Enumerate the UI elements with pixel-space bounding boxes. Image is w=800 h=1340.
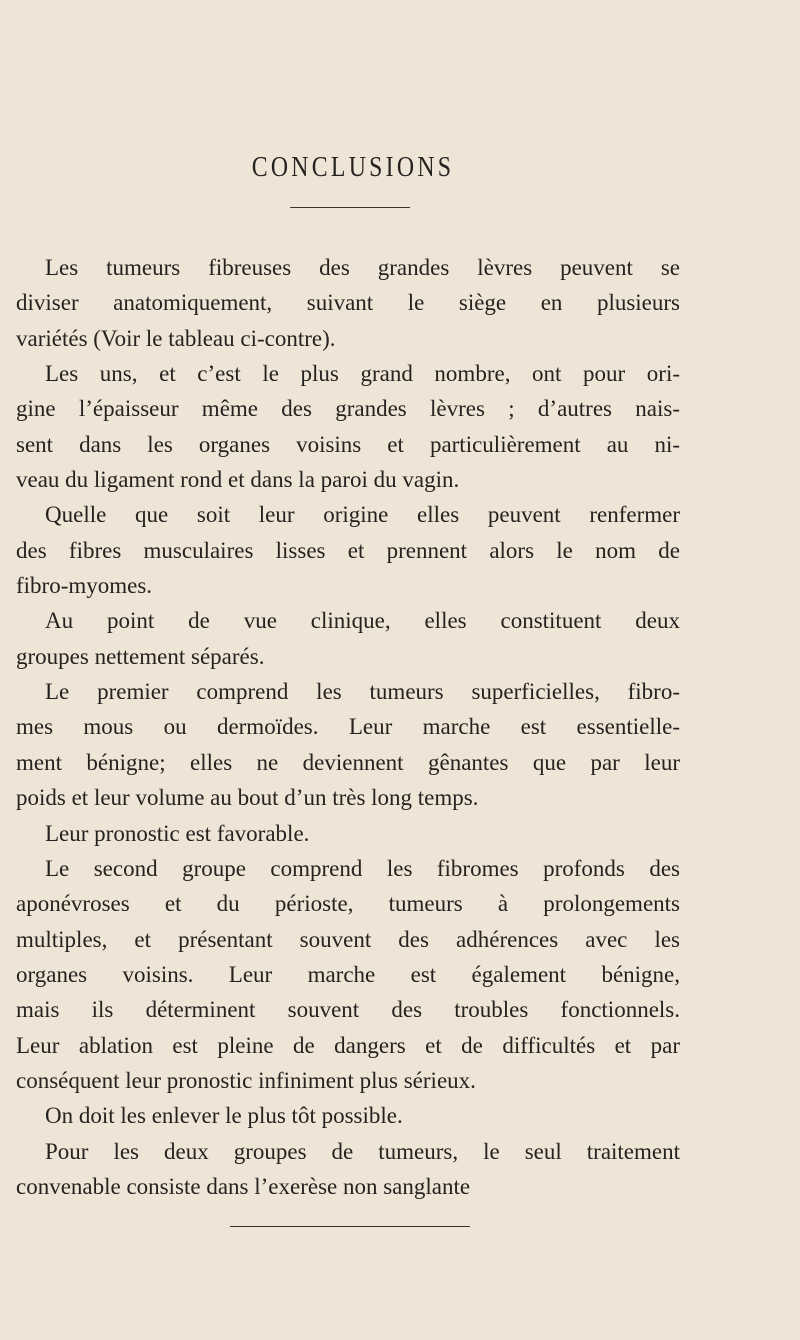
text-line: Leur pronostic est favorable.: [45, 820, 310, 846]
paragraph: [16, 816, 680, 851]
text-line: gine l’épaisseur même des grandes lèvres ; d’autres nais-: [16, 396, 680, 422]
paragraph: [16, 674, 680, 815]
text-line: mais ils déterminent souvent des troubles fonctionnels.: [16, 997, 680, 1023]
text-line: sent dans les organes voisins et particulièrement au ni-: [16, 431, 680, 457]
text-line: Le premier comprend les tumeurs superficielles, fibro-: [45, 679, 680, 705]
text-line: des fibres musculaires lisses et prennent alors le nom de: [16, 537, 680, 563]
text-line: conséquent leur pronostic infiniment plus sérieux.: [16, 1067, 476, 1093]
text-line: variétés (Voir le tableau ci-contre).: [16, 325, 336, 351]
text-line: Pour les deux groupes de tumeurs, le seul traitement: [45, 1138, 680, 1164]
text-line: Au point de vue clinique, elles constituent deux: [45, 608, 680, 634]
paragraph: [16, 1134, 680, 1205]
paragraph: [16, 497, 680, 603]
text-line: veau du ligament rond et dans la paroi du vagin.: [16, 467, 460, 493]
text-line: groupes nettement séparés.: [16, 643, 265, 669]
title-divider: [290, 207, 410, 208]
text-line: Les tumeurs fibreuses des grandes lèvres peuvent se: [45, 255, 680, 280]
page-title: CONCLUSIONS: [251, 151, 455, 183]
bottom-divider: [230, 1226, 470, 1227]
paragraph: [16, 851, 680, 1098]
text-line: Quelle que soit leur origine elles peuvent renfermer: [45, 502, 680, 528]
text-line: Le second groupe comprend les fibromes profonds des: [45, 855, 680, 881]
paragraph: [16, 603, 680, 674]
text-line: On doit les enlever le plus tôt possible.: [45, 1103, 403, 1129]
text-line: fibro-myomes.: [16, 573, 153, 599]
text-line: Leur ablation est pleine de dangers et de difficultés et par: [16, 1032, 680, 1058]
paragraph: [16, 1098, 680, 1133]
text-line: aponévroses et du périoste, tumeurs à prolongements: [16, 891, 680, 917]
body-text: [16, 250, 680, 1204]
text-line: multiples, et présentant souvent des adhérences avec les: [16, 926, 680, 952]
paragraph: [16, 356, 680, 497]
text-line: Les uns, et c’est le plus grand nombre, ont pour ori-: [45, 361, 680, 387]
text-line: ment bénigne; elles ne deviennent gênantes que par leur: [16, 749, 680, 775]
text-line: convenable consiste dans l’exerèse non sanglante: [16, 1173, 471, 1199]
text-line: diviser anatomiquement, suivant le siège en plusieurs: [16, 290, 680, 316]
text-line: mes mous ou dermoïdes. Leur marche est essentielle-: [16, 714, 680, 740]
text-line: organes voisins. Leur marche est également bénigne,: [16, 961, 680, 987]
text-line: poids et leur volume au bout d’un très long temps.: [16, 785, 479, 811]
paragraph: [16, 250, 680, 356]
